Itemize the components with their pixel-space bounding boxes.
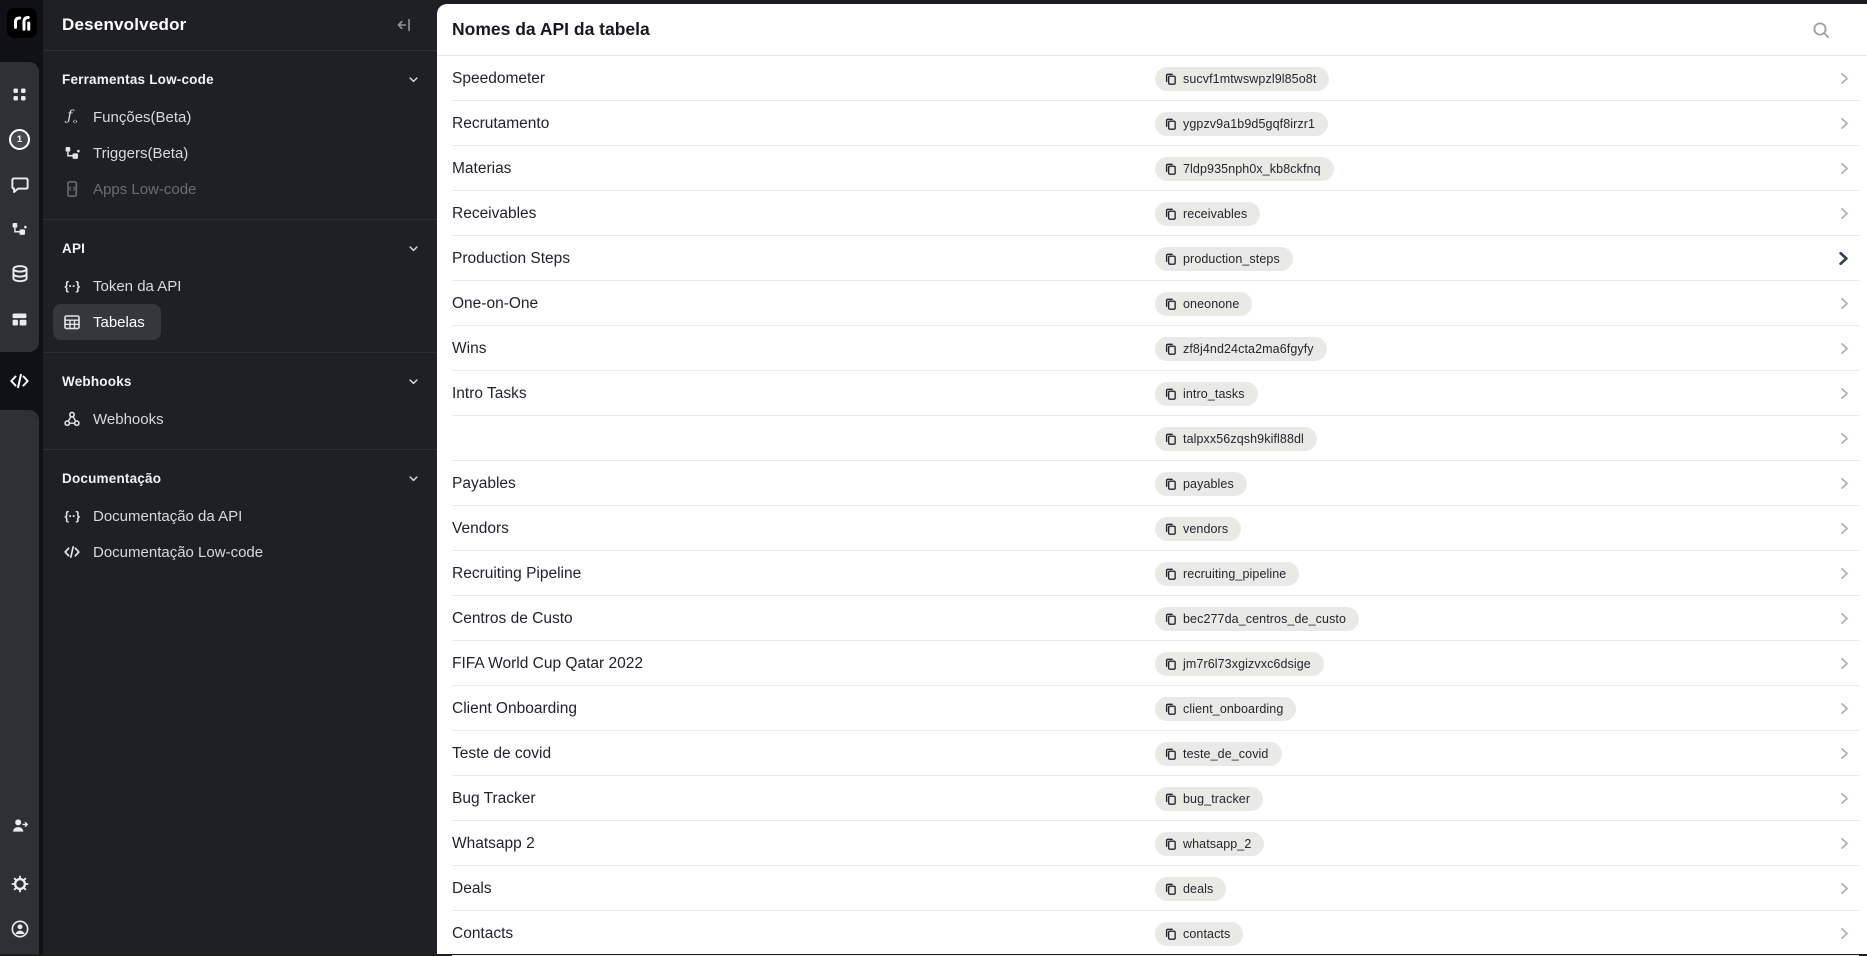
sidebar-item[interactable]: {··} Token da API: [53, 268, 197, 304]
table-row[interactable]: [437, 191, 1867, 236]
table-name: Vendors: [452, 519, 509, 537]
sidebar-section-label: Webhooks: [62, 373, 132, 389]
copy-icon: [1164, 387, 1177, 401]
account-icon[interactable]: [8, 917, 32, 941]
api-name-text: payables: [1183, 476, 1234, 491]
sidebar-item[interactable]: $ƒ_{‹›}$ Funções(Beta): [53, 99, 207, 135]
sidebar-section-header[interactable]: [43, 462, 437, 494]
api-name-pill[interactable]: [1155, 607, 1359, 631]
table-name: One-on-One: [452, 294, 539, 312]
table-name: Client Onboarding: [452, 699, 577, 717]
page-header: [437, 4, 1867, 56]
table-row[interactable]: [437, 596, 1867, 641]
chevron-right-icon[interactable]: [1836, 70, 1853, 87]
api-name-pill[interactable]: [1155, 697, 1296, 721]
chevron-right-icon[interactable]: [1836, 475, 1853, 492]
sidebar-section: [43, 219, 437, 352]
sidebar-item[interactable]: Tabelas: [53, 304, 161, 340]
page-title: Nomes da API da tabela: [452, 19, 650, 39]
table-name: Teste de covid: [452, 744, 552, 762]
api-name-pill[interactable]: [1155, 202, 1260, 226]
chat-icon[interactable]: [8, 173, 32, 197]
developer-sidebar: [43, 0, 437, 954]
chevron-right-icon[interactable]: [1834, 249, 1853, 268]
notification-badge[interactable]: 1: [8, 128, 32, 152]
sidebar-section: [43, 352, 437, 449]
copy-icon: [1164, 72, 1177, 86]
chevron-right-icon[interactable]: [1836, 745, 1853, 762]
chevron-right-icon[interactable]: [1836, 115, 1853, 132]
table-row[interactable]: [437, 371, 1867, 416]
api-name-text: recruiting_pipeline: [1183, 566, 1287, 581]
api-name-text: ygpzv9a1b9d5gqf8irzr1: [1183, 116, 1316, 131]
flow-icon: [62, 143, 82, 163]
copy-icon: [1164, 342, 1177, 356]
table-name: Recrutamento: [452, 114, 550, 132]
copy-icon: [1164, 882, 1177, 896]
api-name-pill[interactable]: [1155, 247, 1293, 271]
sidebar-item[interactable]: Triggers(Beta): [53, 135, 204, 171]
api-name-pill[interactable]: [1155, 382, 1258, 406]
table-row[interactable]: [437, 461, 1867, 506]
table-row[interactable]: [437, 281, 1867, 326]
search-icon[interactable]: [1811, 20, 1831, 40]
table-row[interactable]: [437, 146, 1867, 191]
app-logo-icon[interactable]: [7, 8, 37, 38]
code-icon: [62, 542, 82, 562]
copy-icon: [1164, 522, 1177, 536]
grid-icon[interactable]: [8, 83, 32, 107]
sidebar-title: Desenvolvedor: [62, 15, 187, 34]
table-name: Whatsapp 2: [452, 834, 535, 852]
api-name-pill[interactable]: [1155, 337, 1327, 361]
main-content: [437, 4, 1867, 954]
copy-icon: [1164, 702, 1177, 716]
api-name-text: talpxx56zqsh9kifl88dl: [1183, 431, 1304, 446]
copy-icon: [1164, 747, 1177, 761]
table-name: Payables: [452, 474, 516, 492]
copy-icon: [1164, 927, 1177, 941]
api-name-pill[interactable]: [1155, 787, 1263, 811]
api-name-pill[interactable]: [1155, 877, 1226, 901]
chevron-down-icon[interactable]: [406, 374, 421, 389]
layout-icon[interactable]: [8, 307, 32, 331]
api-name-pill[interactable]: [1155, 67, 1329, 91]
sidebar-item[interactable]: Documentação Low-code: [53, 534, 279, 570]
copy-icon: [1164, 612, 1177, 626]
function-icon: $ƒ_{‹›}$: [67, 107, 77, 126]
table-name: Production Steps: [452, 249, 571, 267]
table-row[interactable]: [437, 416, 1867, 461]
copy-icon: [1164, 162, 1177, 176]
api-name-pill[interactable]: [1155, 472, 1247, 496]
chevron-right-icon[interactable]: [1836, 655, 1853, 672]
app-phone-icon: [62, 179, 82, 199]
table-row[interactable]: [437, 686, 1867, 731]
copy-icon: [1164, 567, 1177, 581]
chevron-down-icon[interactable]: [406, 72, 421, 87]
api-name-text: teste_de_covid: [1183, 746, 1269, 761]
api-name-text: jm7r6l73xgizvxc6dsige: [1183, 656, 1311, 671]
api-name-text: 7ldp935nph0x_kb8ckfnq: [1183, 161, 1321, 176]
chevron-right-icon[interactable]: [1836, 925, 1853, 942]
copy-icon: [1164, 207, 1177, 221]
chevron-down-icon[interactable]: [406, 471, 421, 486]
table-row[interactable]: [437, 911, 1867, 956]
sidebar-section-label: Ferramentas Low-code: [62, 71, 214, 87]
copy-icon: [1164, 792, 1177, 806]
gear-icon[interactable]: [8, 872, 32, 896]
sidebar-item[interactable]: Apps Low-code: [53, 171, 212, 207]
sidebar-section-header[interactable]: [43, 232, 437, 264]
table-name: Deals: [452, 879, 492, 897]
sidebar-header: [43, 0, 437, 51]
table-row[interactable]: [437, 101, 1867, 146]
copy-icon: [1164, 432, 1177, 446]
collapse-sidebar-icon[interactable]: [395, 15, 415, 35]
table-row[interactable]: [437, 821, 1867, 866]
table-name: Recruiting Pipeline: [452, 564, 582, 582]
code-icon[interactable]: [0, 369, 39, 393]
table-name: Receivables: [452, 204, 537, 222]
sidebar-section-header[interactable]: [43, 63, 437, 95]
braces-icon: {··}: [64, 279, 80, 293]
table-name: Intro Tasks: [452, 384, 527, 402]
sidebar-section-label: API: [62, 240, 86, 256]
table-row[interactable]: [437, 776, 1867, 821]
api-name-text: oneonone: [1183, 296, 1240, 311]
table-name: Bug Tracker: [452, 789, 536, 807]
table-row[interactable]: [437, 866, 1867, 911]
icon-rail: [0, 0, 43, 954]
copy-icon: [1164, 657, 1177, 671]
copy-icon: [1164, 837, 1177, 851]
table-name: Contacts: [452, 924, 514, 942]
chevron-right-icon[interactable]: [1836, 610, 1853, 627]
chevron-right-icon[interactable]: [1836, 565, 1853, 582]
api-name-pill[interactable]: [1155, 427, 1317, 451]
flow-icon[interactable]: [8, 217, 32, 241]
api-name-text: bug_tracker: [1183, 791, 1251, 806]
chevron-right-icon[interactable]: [1836, 205, 1853, 222]
chevron-right-icon[interactable]: [1836, 385, 1853, 402]
api-name-text: contacts: [1183, 926, 1231, 941]
api-name-text: vendors: [1183, 521, 1229, 536]
rail-icon-group-top: [0, 62, 39, 352]
table-row[interactable]: [437, 236, 1867, 281]
table-row[interactable]: [437, 506, 1867, 551]
sidebar-section-header[interactable]: [43, 365, 437, 397]
api-name-text: intro_tasks: [1183, 386, 1245, 401]
chevron-right-icon[interactable]: [1836, 340, 1853, 357]
copy-icon: [1164, 117, 1177, 131]
table-row[interactable]: [437, 551, 1867, 596]
api-name-pill[interactable]: [1155, 832, 1264, 856]
braces-icon: {··}: [64, 509, 80, 523]
chevron-right-icon[interactable]: [1836, 295, 1853, 312]
api-name-pill[interactable]: [1155, 157, 1334, 181]
api-name-text: sucvf1mtwswpzl9l85o8t: [1183, 71, 1317, 86]
copy-icon: [1164, 297, 1177, 311]
table-row[interactable]: [437, 56, 1867, 101]
api-name-pill[interactable]: [1155, 922, 1243, 946]
api-name-text: deals: [1183, 881, 1214, 896]
chevron-down-icon[interactable]: [406, 241, 421, 256]
api-name-text: bec277da_centros_de_custo: [1183, 611, 1347, 626]
sidebar-item[interactable]: {··} Documentação da API: [53, 498, 258, 534]
database-icon[interactable]: [8, 262, 32, 286]
api-name-pill[interactable]: [1155, 562, 1299, 586]
api-name-pill[interactable]: [1155, 652, 1324, 676]
api-name-text: client_onboarding: [1183, 701, 1284, 716]
table-icon: [62, 312, 82, 332]
api-name-pill[interactable]: [1155, 517, 1241, 541]
api-name-text: production_steps: [1183, 251, 1280, 266]
table-name: FIFA World Cup Qatar 2022: [452, 654, 643, 672]
table-name: Centros de Custo: [452, 609, 573, 627]
api-name-pill[interactable]: [1155, 112, 1328, 136]
api-name-text: zf8j4nd24cta2ma6fgyfy: [1183, 341, 1314, 356]
api-name-text: whatsapp_2: [1183, 836, 1252, 851]
api-name-text: receivables: [1183, 206, 1248, 221]
webhook-icon: [62, 409, 82, 429]
table-row[interactable]: [437, 326, 1867, 371]
table-row[interactable]: [437, 641, 1867, 686]
user-add-icon[interactable]: [8, 814, 32, 838]
copy-icon: [1164, 252, 1177, 266]
chevron-right-icon[interactable]: [1836, 430, 1853, 447]
chevron-right-icon[interactable]: [1836, 700, 1853, 717]
sidebar-item[interactable]: Webhooks: [53, 401, 180, 437]
table-name: Wins: [452, 339, 487, 357]
api-name-pill[interactable]: [1155, 292, 1252, 316]
table-row[interactable]: [437, 731, 1867, 776]
chevron-right-icon[interactable]: [1836, 520, 1853, 537]
sidebar-section-label: Documentação: [62, 470, 162, 486]
copy-icon: [1164, 477, 1177, 491]
api-name-pill[interactable]: [1155, 742, 1282, 766]
sidebar-section: [43, 449, 437, 582]
sidebar-section: [43, 51, 437, 219]
chevron-right-icon[interactable]: [1836, 835, 1853, 852]
chevron-right-icon[interactable]: [1836, 160, 1853, 177]
chevron-right-icon[interactable]: [1836, 880, 1853, 897]
table-name: Speedometer: [452, 69, 546, 87]
table-name: Materias: [452, 159, 512, 177]
chevron-right-icon[interactable]: [1836, 790, 1853, 807]
